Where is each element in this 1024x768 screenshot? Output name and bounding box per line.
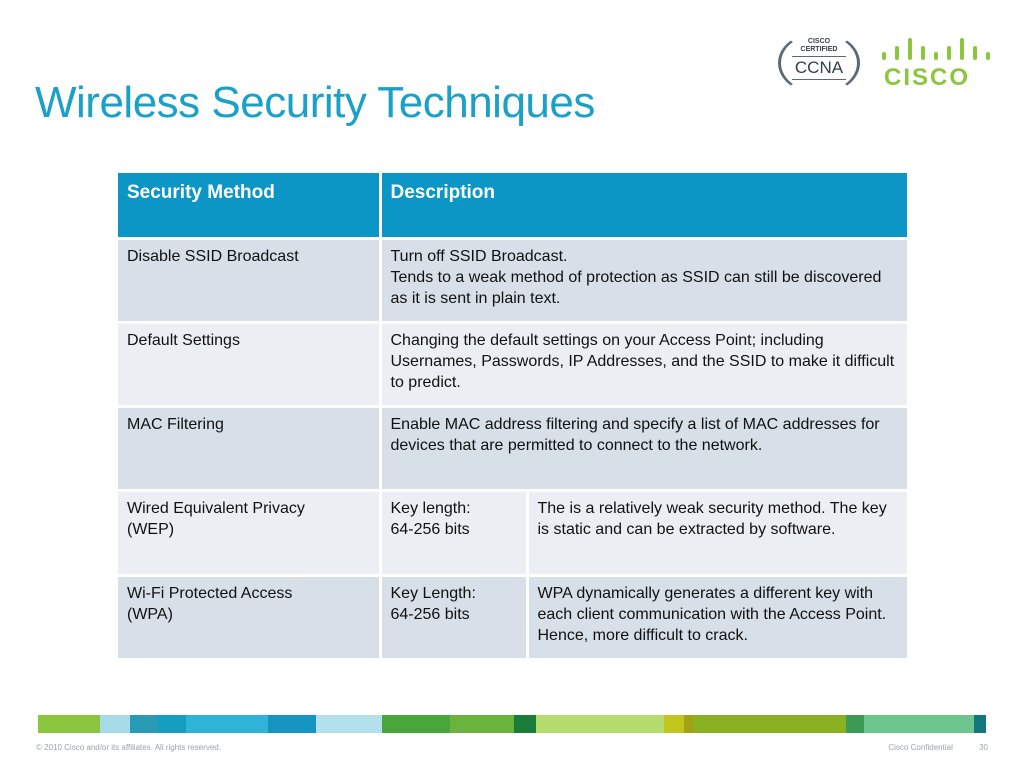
description-line: Turn off SSID Broadcast.	[390, 247, 568, 265]
badge-top-text	[778, 38, 860, 54]
key-length-cell	[380, 490, 527, 575]
table-header-row	[118, 173, 907, 238]
description-line: Tends to a weak method of protection as SSID can still be discovered as it is sent in plain text.	[390, 268, 882, 307]
table-row	[118, 575, 907, 659]
description-cell: The is a relatively weak security method. The key is static and can be extracted by software.	[527, 490, 907, 575]
footer-copyright: © 2010 Cisco and/or its affiliates. All rights reserved.	[36, 743, 221, 752]
page-number: 30	[979, 743, 988, 752]
ccna-certified-badge-logo	[778, 32, 860, 94]
table-row	[118, 406, 907, 490]
description-cell: WPA dynamically generates a different key with each client communication with the Access Point. Hence, more difficult to crack.	[527, 575, 907, 659]
key-length-value: 64-256 bits	[390, 605, 470, 623]
badge-top-line1: CISCO	[807, 38, 831, 45]
footer-confidential: Cisco Confidential	[888, 743, 953, 752]
description-cell	[380, 238, 907, 322]
method-cell: Wi-Fi Protected Access (WPA)	[118, 575, 380, 659]
slide-title: Wireless Security Techniques	[35, 78, 595, 127]
method-cell: Wired Equivalent Privacy (WEP)	[118, 490, 380, 575]
badge-main-text: CCNA	[792, 56, 846, 80]
cisco-bridge-bars-icon	[882, 36, 988, 60]
method-cell: Disable SSID Broadcast	[118, 238, 380, 322]
footer-right	[864, 743, 988, 752]
key-length-label: Key length:	[390, 499, 471, 517]
table-row	[118, 490, 907, 575]
header-description: Description	[380, 173, 907, 238]
cisco-logo	[880, 36, 990, 92]
key-length-cell	[380, 575, 527, 659]
method-cell: MAC Filtering	[118, 406, 380, 490]
method-cell: Default Settings	[118, 322, 380, 406]
description-cell: Enable MAC address filtering and specify a list of MAC addresses for devices that are permitted to connect to the network.	[380, 406, 907, 490]
table-row	[118, 322, 907, 406]
security-methods-table	[118, 173, 907, 661]
header-security-method: Security Method	[118, 173, 380, 238]
badge-top-line2: CERTIFIED	[800, 46, 838, 53]
cisco-wordmark: CISCO	[884, 64, 971, 91]
key-length-label: Key Length:	[390, 584, 476, 602]
table-row	[118, 238, 907, 322]
footer-color-stripe	[38, 715, 986, 733]
description-cell: Changing the default settings on your Access Point; including Usernames, Passwords, IP Addresses, and the SSID to make it difficult to predict.	[380, 322, 907, 406]
key-length-value: 64-256 bits	[390, 520, 470, 538]
